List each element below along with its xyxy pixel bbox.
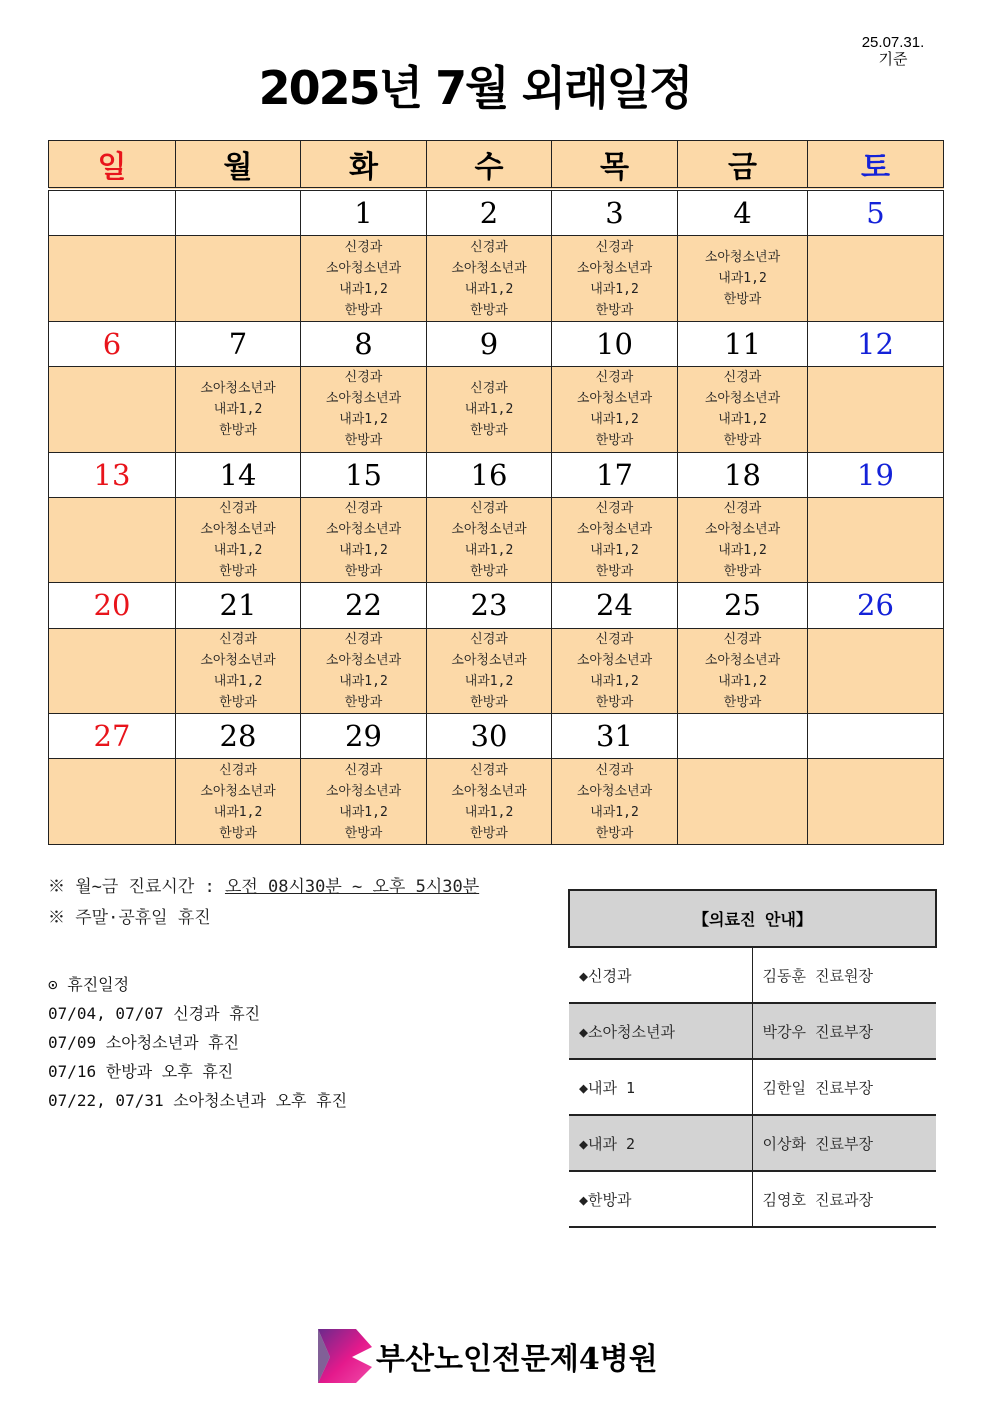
week-clinic-row [49, 497, 944, 583]
weekday-thursday: 목 [552, 141, 678, 190]
calendar-day-number: 21 [176, 583, 301, 628]
calendar-day-clinics [808, 497, 944, 583]
page-title: 2025년 7월 외래일정 [258, 61, 692, 115]
clinic-notes [48, 872, 479, 934]
weekday-monday: 월 [176, 141, 301, 190]
clinic-dept-label: 소아청소년과 [576, 391, 653, 407]
calendar-day-number: 23 [427, 583, 552, 628]
clinic-dept-label: 소아청소년과 [704, 522, 781, 538]
clinic-dept-label: 내과1,2 [464, 281, 514, 297]
clinic-dept-label: 신경과 [595, 370, 634, 386]
clinic-dept-label: 소아청소년과 [325, 260, 402, 276]
clinic-dept-label: 한방과 [723, 433, 762, 449]
calendar-day-number: 9 [427, 321, 552, 366]
clinic-dept-label: 내과1,2 [464, 673, 514, 689]
clinic-dept-label: 내과1,2 [213, 543, 263, 559]
clinic-dept-label: 한방과 [219, 825, 257, 841]
clinic-dept-label: 내과1,2 [718, 271, 767, 287]
clinic-dept-label: 한방과 [595, 694, 634, 710]
clinic-dept-label: 내과1,2 [718, 543, 767, 559]
closure-item: 07/22, 07/31 소아청소년과 오후 휴진 [48, 1091, 348, 1110]
calendar-day-clinics [176, 367, 301, 453]
calendar-day-number: 2 [427, 189, 552, 236]
clinic-dept-label: 내과1,2 [590, 804, 639, 820]
hours-note [48, 872, 479, 903]
calendar-day-clinics [301, 759, 427, 845]
calendar-day-number: 7 [176, 321, 301, 366]
staff-dept: ◆소아청소년과 [569, 1003, 752, 1059]
weekday-friday: 금 [678, 141, 808, 190]
calendar-day-number: 25 [678, 583, 808, 628]
calendar-day-clinics [427, 236, 552, 322]
calendar-day-number: 5 [808, 189, 944, 236]
calendar-day-number: 28 [176, 714, 301, 759]
calendar-day-number: 26 [808, 583, 944, 628]
calendar-day-clinics [176, 497, 301, 583]
calendar-day-clinics [427, 367, 552, 453]
staff-row [569, 1115, 936, 1171]
clinic-dept-label: 신경과 [723, 501, 762, 517]
clinic-dept-label: 소아청소년과 [576, 260, 653, 276]
hospital-logo-icon [316, 1327, 374, 1385]
weekend-note: ※ 주말·공휴일 휴진 [48, 908, 211, 928]
clinic-dept-label: 신경과 [595, 501, 634, 517]
calendar-day-clinics [176, 236, 301, 322]
calendar-day-clinics [176, 628, 301, 714]
clinic-dept-label: 소아청소년과 [325, 652, 402, 668]
calendar-day-number: 24 [552, 583, 678, 628]
clinic-dept-label: 내과1,2 [718, 673, 767, 689]
clinic-dept-label: 한방과 [723, 564, 762, 580]
calendar-day-number: 31 [552, 714, 678, 759]
clinic-dept-label: 내과1,2 [339, 543, 388, 559]
clinic-dept-label: 내과1,2 [590, 281, 639, 297]
calendar-day-number: 27 [49, 714, 176, 759]
calendar-day-clinics [427, 628, 552, 714]
week-clinic-row [49, 759, 944, 845]
staff-row [569, 1171, 936, 1227]
calendar-day-number: 8 [301, 321, 427, 366]
calendar-day-clinics [678, 497, 808, 583]
calendar-day-number: 17 [552, 452, 678, 497]
clinic-dept-label: 신경과 [595, 239, 634, 255]
clinic-dept-label: 한방과 [219, 422, 257, 438]
clinic-dept-label: 소아청소년과 [451, 652, 527, 668]
staff-doctor: 김동훈 진료원장 [752, 947, 936, 1003]
calendar-body [49, 189, 944, 845]
staff-row [569, 1003, 936, 1059]
reference-date-value: 25.07.31. [861, 34, 925, 51]
week-clinic-row [49, 628, 944, 714]
clinic-dept-label: 신경과 [344, 762, 383, 778]
clinic-dept-label: 소아청소년과 [325, 783, 402, 799]
hours-note-label: ※ 월~금 진료시간 : [48, 877, 225, 897]
closure-item: 07/16 한방과 오후 휴진 [48, 1062, 234, 1081]
clinic-dept-label: 한방과 [344, 694, 383, 710]
clinic-dept-label: 한방과 [723, 292, 762, 308]
week-date-row [49, 452, 944, 497]
clinic-dept-label: 신경과 [344, 631, 383, 647]
weekday-wednesday: 수 [427, 141, 552, 190]
clinic-dept-label: 한방과 [595, 564, 634, 580]
calendar-day-clinics [678, 759, 808, 845]
staff-dept: ◆내과 1 [569, 1059, 752, 1115]
clinic-dept-label: 한방과 [344, 433, 383, 449]
calendar-day-number [176, 189, 301, 236]
calendar-day-clinics [808, 236, 944, 322]
clinic-dept-label: 소아청소년과 [451, 783, 527, 799]
clinic-dept-label: 한방과 [219, 564, 257, 580]
calendar-day-clinics [552, 759, 678, 845]
clinic-dept-label: 신경과 [470, 631, 508, 647]
clinic-dept-label: 한방과 [595, 302, 634, 318]
calendar-day-number [808, 714, 944, 759]
clinic-dept-label: 내과1,2 [464, 804, 514, 820]
schedule-calendar [48, 140, 944, 845]
weekday-sunday: 일 [49, 141, 176, 190]
clinic-dept-label: 한방과 [470, 564, 508, 580]
clinic-dept-label: 한방과 [470, 422, 508, 438]
clinic-dept-label: 내과1,2 [339, 412, 388, 428]
calendar-day-number: 16 [427, 452, 552, 497]
staff-dept: ◆신경과 [569, 947, 752, 1003]
calendar-day-clinics [176, 759, 301, 845]
clinic-dept-label: 한방과 [595, 433, 634, 449]
calendar-day-number: 20 [49, 583, 176, 628]
clinic-dept-label: 소아청소년과 [576, 783, 653, 799]
staff-table-title: 【의료진 안내】 [569, 890, 936, 947]
clinic-dept-label: 내과1,2 [590, 673, 639, 689]
staff-row [569, 1059, 936, 1115]
calendar-day-number: 10 [552, 321, 678, 366]
calendar-day-number: 13 [49, 452, 176, 497]
calendar-day-number: 1 [301, 189, 427, 236]
staff-row [569, 947, 936, 1003]
clinic-dept-label: 소아청소년과 [451, 260, 527, 276]
week-date-row [49, 714, 944, 759]
clinic-dept-label: 신경과 [470, 380, 508, 396]
medical-staff-table [568, 889, 937, 1228]
calendar-day-number: 3 [552, 189, 678, 236]
calendar-day-clinics [301, 497, 427, 583]
clinic-dept-label: 소아청소년과 [576, 652, 653, 668]
clinic-dept-label: 한방과 [344, 825, 383, 841]
week-date-row [49, 321, 944, 366]
clinic-dept-label: 소아청소년과 [704, 250, 781, 266]
clinic-dept-label: 소아청소년과 [200, 652, 276, 668]
calendar-day-number: 12 [808, 321, 944, 366]
clinic-dept-label: 신경과 [595, 762, 634, 778]
calendar-day-clinics [49, 236, 176, 322]
clinic-dept-label: 한방과 [470, 825, 508, 841]
calendar-day-clinics [427, 759, 552, 845]
clinic-dept-label: 내과1,2 [590, 412, 639, 428]
clinic-dept-label: 내과1,2 [213, 673, 263, 689]
calendar-day-clinics [552, 628, 678, 714]
clinic-dept-label: 내과1,2 [339, 281, 388, 297]
clinic-dept-label: 한방과 [219, 694, 257, 710]
clinic-dept-label: 소아청소년과 [200, 783, 276, 799]
clinic-dept-label: 한방과 [595, 825, 634, 841]
staff-dept: ◆내과 2 [569, 1115, 752, 1171]
staff-doctor: 김한일 진료부장 [752, 1059, 936, 1115]
clinic-dept-label: 소아청소년과 [704, 391, 781, 407]
clinic-dept-label: 내과1,2 [339, 673, 388, 689]
week-date-row [49, 583, 944, 628]
calendar-day-number [49, 189, 176, 236]
calendar-day-clinics [301, 628, 427, 714]
clinic-dept-label: 신경과 [470, 762, 508, 778]
calendar-day-clinics [49, 367, 176, 453]
calendar-day-number: 29 [301, 714, 427, 759]
calendar-day-clinics [552, 497, 678, 583]
calendar-day-number [678, 714, 808, 759]
calendar-day-clinics [678, 236, 808, 322]
reference-date-label: 기준 [878, 51, 908, 68]
weekday-header-row [49, 141, 944, 190]
calendar-day-number: 30 [427, 714, 552, 759]
weekday-tuesday: 화 [301, 141, 427, 190]
clinic-dept-label: 신경과 [344, 239, 383, 255]
calendar-day-number: 15 [301, 452, 427, 497]
closure-item: 07/09 소아청소년과 휴진 [48, 1033, 240, 1052]
clinic-dept-label: 신경과 [219, 501, 257, 517]
calendar-day-number: 11 [678, 321, 808, 366]
calendar-day-number: 22 [301, 583, 427, 628]
clinic-dept-label: 내과1,2 [213, 804, 263, 820]
calendar-day-clinics [678, 367, 808, 453]
calendar-day-clinics [427, 497, 552, 583]
clinic-dept-label: 신경과 [344, 370, 383, 386]
clinic-dept-label: 한방과 [470, 302, 508, 318]
clinic-dept-label: 내과1,2 [718, 412, 767, 428]
weekday-saturday: 토 [808, 141, 944, 190]
clinic-dept-label: 소아청소년과 [451, 522, 527, 538]
staff-doctor: 이상화 진료부장 [752, 1115, 936, 1171]
hospital-name: 부산노인전문제4병원 [376, 1342, 658, 1377]
clinic-dept-label: 소아청소년과 [576, 522, 653, 538]
week-clinic-row [49, 236, 944, 322]
clinic-dept-label: 내과1,2 [464, 401, 514, 417]
closure-item: 07/04, 07/07 신경과 휴진 [48, 1004, 261, 1023]
clinic-dept-label: 내과1,2 [213, 401, 263, 417]
clinic-dept-label: 한방과 [723, 694, 762, 710]
clinic-dept-label: 신경과 [470, 501, 508, 517]
clinic-dept-label: 내과1,2 [590, 543, 639, 559]
calendar-day-clinics [552, 367, 678, 453]
clinic-dept-label: 소아청소년과 [200, 522, 276, 538]
clinic-dept-label: 신경과 [595, 631, 634, 647]
calendar-day-clinics [808, 367, 944, 453]
clinic-dept-label: 신경과 [219, 762, 257, 778]
calendar-day-clinics [678, 628, 808, 714]
clinic-dept-label: 소아청소년과 [325, 391, 402, 407]
hours-note-value: 오전 08시30분 ~ 오후 5시30분 [224, 877, 480, 897]
clinic-dept-label: 신경과 [470, 239, 508, 255]
staff-doctor: 박강우 진료부장 [752, 1003, 936, 1059]
calendar-day-clinics [49, 497, 176, 583]
staff-dept: ◆한방과 [569, 1171, 752, 1227]
clinic-dept-label: 신경과 [344, 501, 383, 517]
calendar-day-clinics [301, 236, 427, 322]
calendar-day-clinics [808, 628, 944, 714]
calendar-day-clinics [301, 367, 427, 453]
calendar-day-clinics [49, 759, 176, 845]
calendar-day-number: 19 [808, 452, 944, 497]
clinic-dept-label: 내과1,2 [339, 804, 388, 820]
clinic-dept-label: 한방과 [344, 564, 383, 580]
calendar-day-number: 18 [678, 452, 808, 497]
clinic-dept-label: 소아청소년과 [704, 652, 781, 668]
calendar-day-clinics [808, 759, 944, 845]
calendar-day-number: 4 [678, 189, 808, 236]
clinic-dept-label: 신경과 [723, 631, 762, 647]
clinic-dept-label: 신경과 [219, 631, 257, 647]
week-clinic-row [49, 367, 944, 453]
closure-title: ⊙ 휴진일정 [48, 975, 130, 994]
calendar-day-clinics [49, 628, 176, 714]
staff-doctor: 김영호 진료과장 [752, 1171, 936, 1227]
clinic-dept-label: 내과1,2 [464, 543, 514, 559]
calendar-day-number: 6 [49, 321, 176, 366]
clinic-dept-label: 신경과 [723, 370, 762, 386]
clinic-dept-label: 한방과 [344, 302, 383, 318]
closure-schedule [48, 970, 347, 1115]
calendar-day-clinics [552, 236, 678, 322]
clinic-dept-label: 소아청소년과 [200, 380, 276, 396]
calendar-day-number: 14 [176, 452, 301, 497]
hospital-footer [316, 1326, 658, 1386]
clinic-dept-label: 소아청소년과 [325, 522, 402, 538]
clinic-dept-label: 한방과 [470, 694, 508, 710]
week-date-row [49, 189, 944, 236]
